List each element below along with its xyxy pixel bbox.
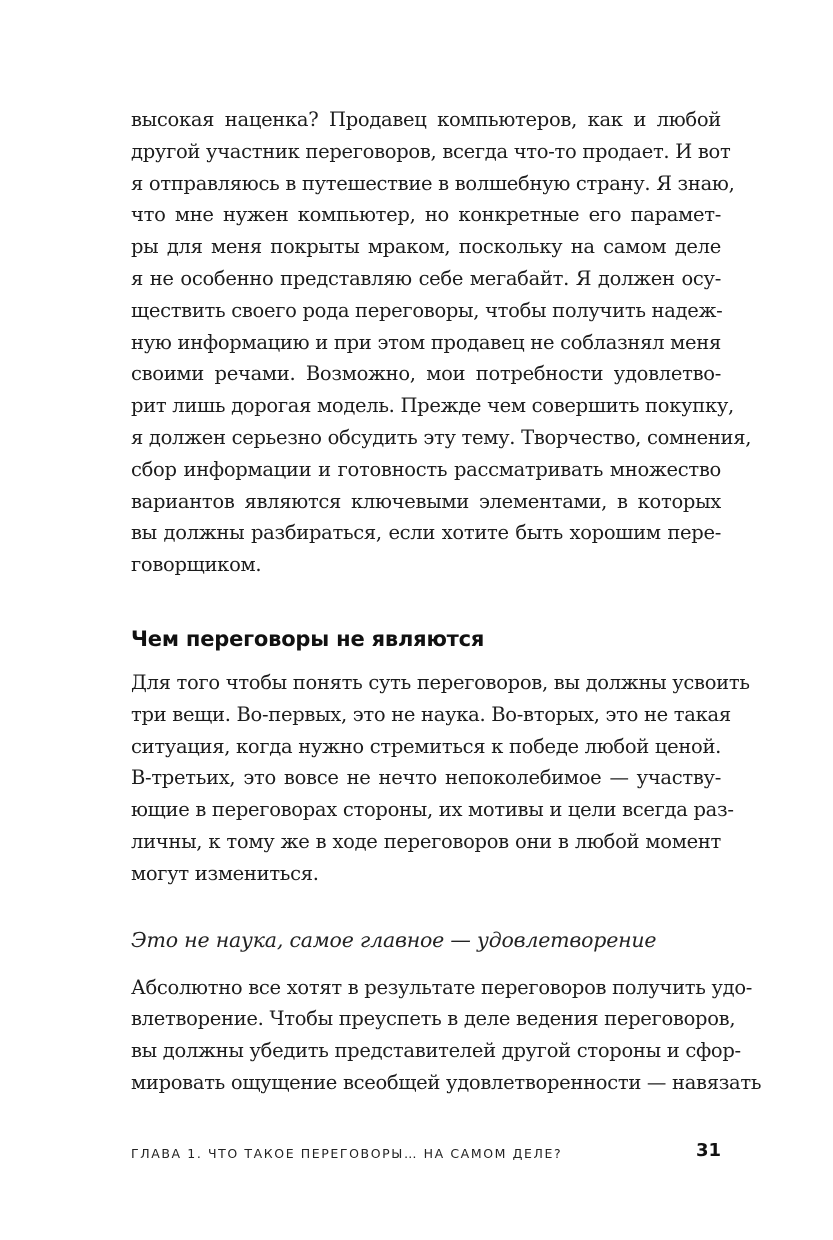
- text-line: личны, к тому же в ходе переговоров они в любой момент: [131, 829, 721, 853]
- text-line: ющие в переговорах стороны, их мотивы и цели всегда раз-: [131, 798, 734, 822]
- subsection-heading: Это не наука, самое главное — удовлетворение: [131, 927, 657, 952]
- running-head: ГЛАВА 1. ЧТО ТАКОЕ ПЕРЕГОВОРЫ… НА САМОМ ДЕЛЕ?: [131, 1146, 563, 1161]
- text-line: другой участник переговоров, всегда что-то продает. И вот: [131, 139, 731, 163]
- paragraph-three-things: [131, 667, 750, 890]
- text-line: ную информацию и при этом продавец не соблазнял меня: [131, 330, 721, 354]
- text-line: влетворение. Чтобы преуспеть в деле ведения переговоров,: [131, 1007, 736, 1031]
- text-line: три вещи. Во-первых, это не наука. Во-вторых, это не такая: [131, 702, 731, 726]
- text-line: сбор информации и готовность рассматривать множество: [131, 457, 721, 481]
- text-line: что мне нужен компьютер, но конкретные его парамет-: [131, 203, 721, 227]
- page-number: 31: [695, 1140, 721, 1161]
- text-line: своими речами. Возможно, мои потребности удовлетво-: [131, 362, 721, 386]
- paragraph-satisfaction: [131, 972, 762, 1099]
- text-line: ры для меня покрыты мраком, поскольку на самом деле: [131, 235, 721, 259]
- text-line: говорщиком.: [131, 553, 262, 577]
- text-line: ществить своего рода переговоры, чтобы получить надеж-: [131, 298, 723, 322]
- text-line: мировать ощущение всеобщей удовлетворенности — навязать: [131, 1070, 762, 1094]
- text-line: вы должны разбираться, если хотите быть хорошим пере-: [131, 521, 721, 545]
- text-line: В-третьих, это вовсе не нечто непоколебимое — участву-: [131, 766, 721, 790]
- text-line: высокая наценка? Продавец компьютеров, как и любой: [131, 108, 721, 131]
- text-line: я должен серьезно обсудить эту тему. Творчество, сомнения,: [131, 425, 752, 449]
- text-line: Абсолютно все хотят в результате переговоров получить удо-: [131, 975, 753, 999]
- text-line: ситуация, когда нужно стремиться к победе любой ценой.: [131, 734, 722, 758]
- text-line: я не особенно представляю себе мегабайт. Я должен осу-: [131, 266, 721, 290]
- page-footer: [131, 1140, 721, 1166]
- text-line: Для того чтобы понять суть переговоров, вы должны усвоить: [131, 670, 750, 694]
- text-line: вариантов являются ключевыми элементами, в которых: [131, 489, 721, 513]
- page-body: [131, 104, 762, 1099]
- paragraph-computer-seller: [131, 104, 752, 581]
- section-heading: Чем переговоры не являются: [131, 626, 485, 651]
- text-line: могут измениться.: [131, 861, 319, 885]
- text-line: вы должны убедить представителей другой стороны и сфор-: [131, 1039, 741, 1063]
- text-line: я отправляюсь в путешествие в волшебную страну. Я знаю,: [131, 171, 735, 195]
- text-line: рит лишь дорогая модель. Прежде чем совершить покупку,: [131, 394, 734, 418]
